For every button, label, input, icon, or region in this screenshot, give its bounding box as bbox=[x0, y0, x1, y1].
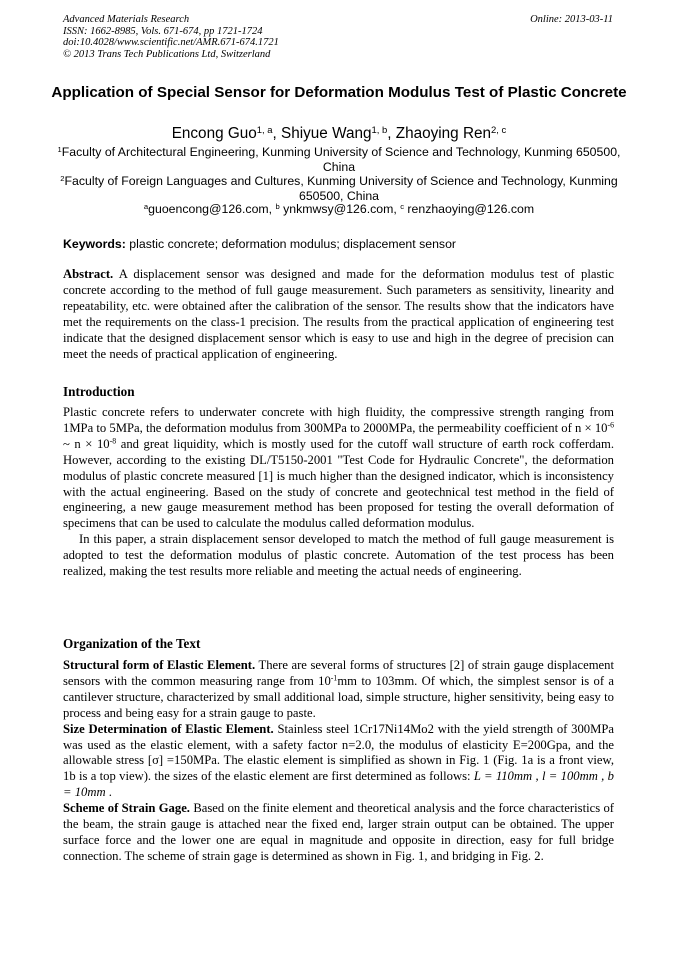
journal-header bbox=[63, 14, 613, 60]
author-affil-sup: 2, c bbox=[491, 124, 507, 136]
author-separator: , bbox=[387, 125, 396, 142]
author-name: Zhaoying Ren bbox=[395, 125, 492, 142]
affiliation-sup: 2 bbox=[60, 173, 65, 183]
section-heading-organization: Organization of the Text bbox=[63, 636, 201, 651]
affiliation-1 bbox=[50, 145, 628, 175]
author-affil-sup: 1, a bbox=[256, 124, 273, 136]
introduction-body bbox=[63, 405, 614, 580]
email-link[interactable]: ynkmwsy@126.com, bbox=[279, 202, 401, 216]
author-name: Shiyue Wang bbox=[281, 125, 372, 142]
abstract-label: Abstract. bbox=[63, 267, 114, 281]
journal-name: Advanced Materials Research bbox=[63, 14, 190, 25]
paragraph: In this paper, a strain displacement sensor developed to match the method of full gauge measurement is adopted to test the deformation modulus of plastic concrete. Automation of the test process has been realized, making the test results more reliable and meeting the actual needs of engineering. bbox=[63, 532, 614, 579]
dimension-formula: L = 110mm , l = 100mm , b = 10mm bbox=[63, 769, 614, 800]
keywords-label: Keywords: bbox=[63, 237, 126, 251]
paragraph bbox=[63, 405, 614, 532]
online-date: Online: 2013-03-11 bbox=[530, 14, 613, 25]
affiliation-sup: 1 bbox=[57, 144, 62, 154]
paragraph-text: mm to 103mm. Of which, the simplest sensor is of a cantilever structure, characterized by small additional load, simple structure, higher sensitivity, being easy to process and being easy for a strain gauge to paste. bbox=[63, 673, 614, 720]
paragraph-text: . bbox=[105, 785, 112, 800]
email-link[interactable]: renzhaoying@126.com bbox=[404, 202, 535, 216]
doi-line[interactable]: doi:10.4028/www.scientific.net/AMR.671-674.1721 bbox=[63, 37, 279, 48]
issn-line: ISSN: 1662-8985, Vols. 671-674, pp 1721-1724 bbox=[63, 25, 263, 37]
paragraph-text: ~ n × 10 bbox=[63, 436, 110, 451]
email-sup: c bbox=[400, 201, 404, 211]
subsection-label: Scheme of Strain Gage. bbox=[63, 801, 190, 816]
organization-body bbox=[63, 658, 614, 865]
abstract bbox=[63, 267, 614, 362]
paragraph-text: Plastic concrete refers to underwater concrete with high fluidity, the compressive strength ranging from 1MPa to 5MPa, the deformation modulus from 300MPa to 2000MPa, the permeability coefficient of n × 10 bbox=[63, 405, 614, 435]
section-heading-introduction: Introduction bbox=[63, 384, 135, 399]
copyright-line: © 2013 Trans Tech Publications Ltd, Switzerland bbox=[63, 48, 271, 60]
author-list bbox=[40, 124, 638, 143]
email-sup: a bbox=[143, 201, 149, 211]
paragraph-text: Based on the finite element and theoretical analysis and the force characteristics of the beam, the strain gauge is attached near the fixed end, larger strain output can be obtained. The upper surface force and the lower one are equal in magnitude and opposite in direction, easy for full bridge connection. The scheme of strain gage is determined as shown in Fig. 1, and bridging in Fig. 2. bbox=[63, 801, 614, 863]
author-name: Encong Guo bbox=[171, 125, 257, 142]
paragraph bbox=[63, 722, 614, 802]
author-emails bbox=[50, 202, 628, 217]
subsection-label: Size Determination of Elastic Element. bbox=[63, 721, 274, 736]
author-affil-sup: 1, b bbox=[371, 124, 388, 136]
email-link[interactable]: guoencong@126.com, bbox=[148, 202, 276, 216]
paragraph-text: Stainless steel 1Cr17Ni14Mo2 with the yield strength of 300MPa was used as the elastic element, with a safety factor n=2.0, the modulus of elasticity E=200Gpa, and the allowable stress [σ] =150MPa. The elastic element is simplified as shown in Fig. 1 (Fig. 1a is a front view, 1b is a top view). the sizes of the elastic element are first determined as follows: bbox=[63, 721, 614, 784]
exponent: -6 bbox=[607, 420, 614, 430]
keywords bbox=[63, 237, 615, 252]
paragraph bbox=[63, 801, 614, 865]
paragraph-text: There are several forms of structures [2] of strain gauge displacement sensors with the common measuring range from 10 bbox=[63, 658, 614, 688]
email-sup: b bbox=[275, 201, 280, 211]
abstract-text: A displacement sensor was designed and made for the deformation modulus test of plastic concrete according to the method of full gauge measurement. Such parameters as sensitivity, linearity and repeatability, etc. were obtained after the calibration of the sensor. The results show that the indicators have met the requirements on the class-1 precision. The results from the practical application of engineering test indicate that the designed displacement sensor which is easy to use and high in the degree of precision can meet the needs of practical application of engineering. bbox=[63, 267, 614, 361]
subsection-label: Structural form of Elastic Element. bbox=[63, 658, 256, 672]
exponent: -8 bbox=[109, 436, 117, 446]
affiliation-text: Faculty of Architectural Engineering, Kunming University of Science and Technology, Kunming 650500, China bbox=[61, 145, 621, 175]
author-separator: , bbox=[272, 125, 282, 142]
exponent: -1 bbox=[330, 673, 338, 683]
paragraph bbox=[63, 658, 614, 722]
affiliation-text: Faculty of Foreign Languages and Cultures, Kunming University of Science and Technology, Kunming 650500, China bbox=[64, 174, 618, 204]
paragraph-text: and great liquidity, which is mostly used for the cutoff wall structure of earth rock cofferdam. However, according to the existing DL/T5150-2001 "Test Code for Hydraulic Concrete", the deformation modulus of plastic concrete measured [1] is much higher than the designed indicator, which is inconsistency with the actual engineering. Based on the study of concrete and geotechnical test method in the field of engineering, a new gauge measurement method has been proposed for testing the overall deformation of specimens that can be used to calculate the modulus called deformation modulus. bbox=[63, 436, 614, 531]
paper-title: Application of Special Sensor for Deformation Modulus Test of Plastic Concrete bbox=[51, 84, 627, 101]
affiliation-2 bbox=[50, 174, 628, 204]
keywords-text: plastic concrete; deformation modulus; displacement sensor bbox=[125, 237, 457, 251]
